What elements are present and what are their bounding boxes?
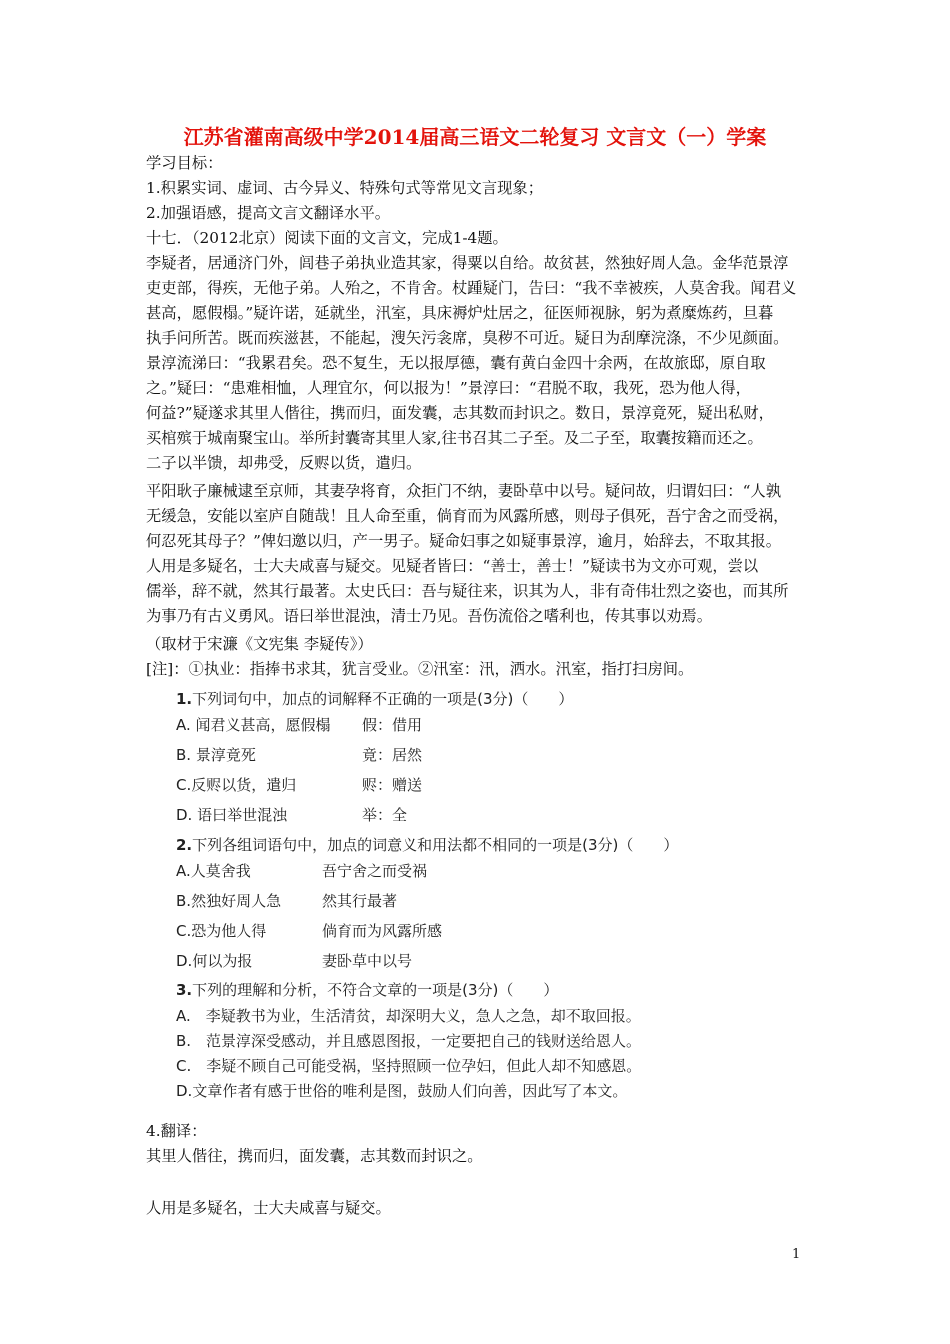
passage-line: 何益?”疑遂求其里人偕往，携而归，面发囊，志其数而封识之。数日，景淳竟死，疑出私财， [146, 404, 774, 422]
passage-line: 人用是多疑名，士大夫咸喜与疑交。见疑者皆曰：“善士，善士！”疑读书为文亦可观，尝以 [146, 557, 759, 575]
q1-option-b: B. 景淳竟死 [176, 746, 256, 764]
passage-line: 二子以半馈，却弗受，反赆以货，遣归。 [146, 454, 422, 472]
q3-option-a: A. 李疑教书为业，生活清贫，却深明大义，急人之急，却不取回报。 [176, 1007, 641, 1025]
q3-option-b: B. 范景淳深受感动，并且感恩图报，一定要把自己的钱财送给恩人。 [176, 1032, 642, 1050]
passage-line: 李疑者，居通济门外，闾巷子弟执业造其家，得粟以自给。故贫甚，然独好周人急。金华范景淳 [146, 254, 789, 272]
passage-line: 执手问所苦。既而疾滋甚，不能起，溲矢污衾席，臭秽不可近。疑日为刮摩浣涤，不少见颜面。 [146, 329, 789, 347]
q1-option-d: D. 语曰举世混浊 [176, 806, 288, 824]
q2-option-c: C.恐为他人得 [176, 922, 267, 940]
passage-line: 为事乃有古义勇风。语曰举世混浊，清士乃见。吾伤流俗之嗜利也，传其事以劝焉。 [146, 607, 712, 625]
translation-sentence: 其里人偕往，携而归，面发囊，志其数而封识之。 [146, 1147, 483, 1165]
passage-line: 买棺殡于城南聚宝山。举所封囊寄其里人家,往书召其二子至。及二子至，取囊按籍而还之。 [146, 429, 763, 447]
q1-option-b-gloss: 竟：居然 [362, 746, 423, 764]
q3-option-d: D.文章作者有感于世俗的唯利是图，鼓励人们向善，因此写了本文。 [176, 1082, 628, 1100]
passage-line: 儒举，辞不就，然其行最著。太史氏曰：吾与疑往来，识其为人，非有奇伟壮烈之姿也，而其所 [146, 582, 789, 600]
q2-option-b: B.然独好周人急 [176, 892, 282, 910]
objective-item: 2.加强语感，提高文言文翻译水平。 [146, 204, 391, 222]
question-text: 下列的理解和分析，不符合文章的一项是(3分)（ ） [192, 981, 559, 999]
question-1-stem [176, 688, 573, 710]
q1-option-c-gloss: 赆：赠送 [362, 776, 423, 794]
passage-line: 甚高，愿假榻。”疑许诺，延就坐，汛室，具床褥炉灶居之，征医师视脉，躬为煮糜炼药，旦暮 [146, 304, 774, 322]
question-text: 下列词句中，加点的词解释不正确的一项是(3分)（ ） [192, 690, 574, 708]
annotation-note: [注]：①执业：指捧书求其，犹言受业。②汛室：汛，洒水。汛室，指打扫房间。 [146, 660, 694, 678]
q2-option-c-pair: 倘育而为风露所感 [322, 922, 443, 940]
q1-option-a-gloss: 假：借用 [362, 716, 423, 734]
q2-option-a: A.人莫舍我 [176, 862, 251, 880]
q2-option-a-pair: 吾宁舍之而受祸 [322, 862, 428, 880]
objective-item: 1.积累实词、虚词、古今异义、特殊句式等常见文言现象； [146, 179, 544, 197]
passage-line: 平阳耿子廉械逮至京师，其妻孕将育，众拒门不纳，妻卧草中以号。疑问故，归谓妇曰：“人孰 [146, 482, 781, 500]
passage-line: 之。”疑曰：“患难相恤，人理宜尔，何以报为！”景淳曰：“君脱不取，我死，恐为他人得， [146, 379, 751, 397]
page-number: 1 [792, 1247, 801, 1262]
q1-option-d-gloss: 举：全 [362, 806, 408, 824]
q2-option-b-pair: 然其行最著 [322, 892, 398, 910]
question-text: 下列各组词语句中，加点的词意义和用法都不相同的一项是(3分)（ ） [192, 836, 679, 854]
q2-option-d-pair: 妻卧草中以号 [322, 952, 413, 970]
source-citation: （取材于宋濂《文宪集 李疑传》） [146, 635, 373, 653]
question-3-stem [176, 979, 558, 1001]
translation-sentence: 人用是多疑名，士大夫咸喜与疑交。 [146, 1199, 391, 1217]
passage-line: 景淳流涕曰：“我累君矣。恐不复生，无以报厚德，囊有黄白金四十余两，在故旅邸，原自取 [146, 354, 766, 372]
q1-option-a: A. 闻君义甚高，愿假榻 [176, 716, 331, 734]
objectives-heading: 学习目标： [146, 154, 223, 172]
passage-line: 何忍死其母子？”俾妇邀以归，产一男子。疑命妇事之如疑事景淳，逾月，始辞去，不取其报。 [146, 532, 781, 550]
question-4-heading: 4.翻译： [146, 1122, 207, 1140]
question-number: 3. [176, 981, 193, 999]
q1-option-c: C.反赆以货，遣归 [176, 776, 297, 794]
task-instruction: 十七．（2012北京）阅读下面的文言文，完成1-4题。 [146, 229, 508, 247]
question-number: 1. [176, 690, 193, 708]
q2-option-d: D.何以为报 [176, 952, 253, 970]
question-2-stem [176, 834, 678, 856]
passage-line: 吏吏部，得疾，无他子弟。人殆之，不肯舍。杖踵疑门，告曰：“我不幸被疾，人莫舍我。闻君义 [146, 279, 797, 297]
document-title: 江苏省灌南高级中学2014届高三语文二轮复习 文言文（一）学案 [183, 125, 767, 149]
q3-option-c: C. 李疑不顾自己可能受祸，坚持照顾一位孕妇，但此人却不知感恩。 [176, 1057, 642, 1075]
passage-line: 无缓急，安能以室庐自随哉！且人命至重，倘育而为风露所感，则母子俱死，吾宁舍之而受祸， [146, 507, 789, 525]
question-number: 2. [176, 836, 193, 854]
